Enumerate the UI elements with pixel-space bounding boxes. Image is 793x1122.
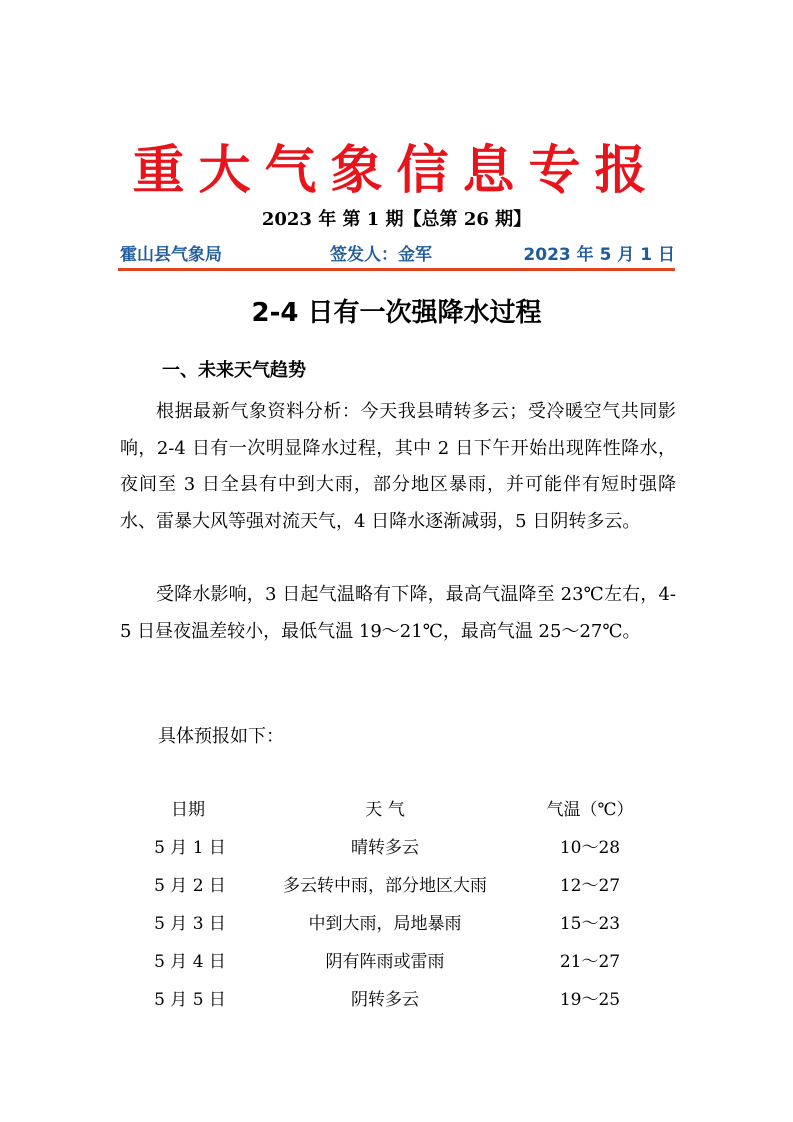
row-date: 5 月 2 日 bbox=[154, 876, 226, 896]
issue-number: 2023 年 第 1 期【总第 26 期】 bbox=[261, 209, 532, 230]
row-date: 5 月 5 日 bbox=[154, 990, 226, 1010]
table-row bbox=[140, 985, 660, 1023]
row-date: 5 月 3 日 bbox=[154, 914, 226, 934]
row-date: 5 月 4 日 bbox=[154, 952, 226, 972]
table-row bbox=[140, 833, 660, 871]
row-weather: 中到大雨，局地暴雨 bbox=[308, 914, 462, 934]
header-weather: 天 气 bbox=[365, 800, 405, 820]
row-temperature: 10～28 bbox=[559, 838, 621, 858]
paragraph-temperature: 受降水影响，3 日起气温略有下降，最高气温降至 23℃左右，4-5 日昼夜温差较小，最低气温 19～21℃，最高气温 25～27℃。 bbox=[120, 584, 676, 642]
row-weather: 晴转多云 bbox=[351, 838, 419, 858]
paragraph-trend: 根据最新气象资料分析：今天我县晴转多云；受冷暖空气共同影响，2-4 日有一次明显降水过程，其中 2 日下午开始出现阵性降水，夜间至 3 日全县有中到大雨，部分地区暴雨，并可能伴有短时强降水、雷暴大风等强对流天气，4 日降水逐渐减弱，5 日阴转多云。 bbox=[120, 401, 676, 532]
section-heading: 一、未来天气趋势 bbox=[162, 360, 306, 381]
table-row bbox=[140, 909, 660, 947]
meta-row bbox=[120, 240, 675, 264]
forecast-intro: 具体预报如下： bbox=[158, 726, 284, 747]
issue-date: 2023 年 5 月 1 日 bbox=[523, 245, 675, 265]
table-row bbox=[140, 871, 660, 909]
header-date: 日期 bbox=[171, 800, 205, 820]
signer: 签发人：金军 bbox=[330, 245, 432, 265]
masthead-title: 重大气象信息专报 bbox=[132, 140, 661, 201]
table-header-row bbox=[140, 795, 660, 833]
forecast-table bbox=[140, 795, 660, 1023]
report-headline: 2-4 日有一次强降水过程 bbox=[251, 298, 542, 328]
row-date: 5 月 1 日 bbox=[154, 838, 226, 858]
issuing-agency: 霍山县气象局 bbox=[120, 245, 222, 265]
row-weather: 多云转中雨，部分地区大雨 bbox=[283, 876, 487, 896]
row-weather: 阴转多云 bbox=[351, 990, 419, 1010]
row-temperature: 21～27 bbox=[559, 952, 621, 972]
table-row bbox=[140, 947, 660, 985]
row-temperature: 15～23 bbox=[559, 914, 621, 934]
header-temperature: 气温（℃） bbox=[546, 800, 634, 820]
header-divider bbox=[118, 268, 675, 271]
row-temperature: 12～27 bbox=[559, 876, 621, 896]
row-weather: 阴有阵雨或雷雨 bbox=[325, 952, 445, 972]
row-temperature: 19～25 bbox=[559, 990, 621, 1010]
